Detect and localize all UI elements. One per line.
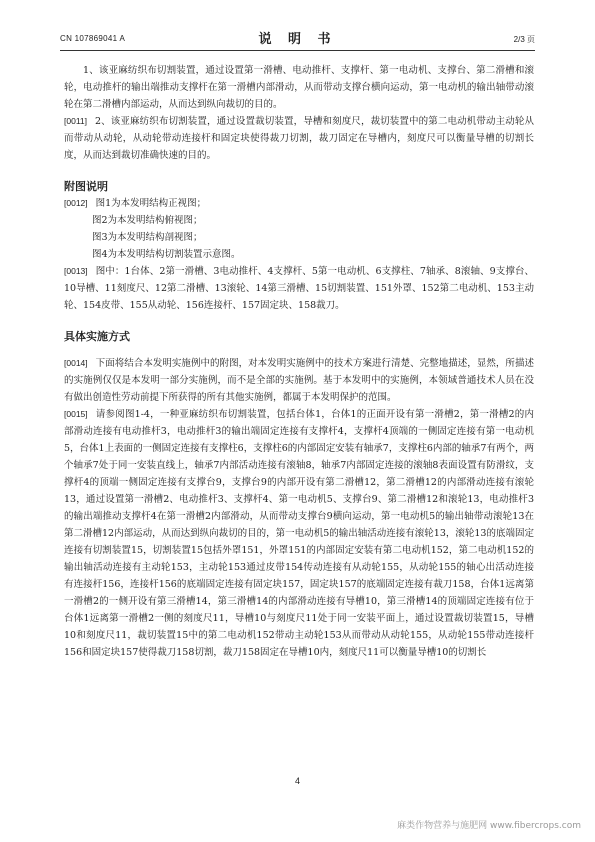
paragraph-advantage-1: 1、该亚麻纺织布切割装置，通过设置第一滑槽、电动推杆、支撑杆、第一电动机、支撑台、第二滑槽和滚轮，电动推杆的输出端推动支撑杆在第一滑槽内部滑动，从而带动支撑台横向运动，第一电动机的输出轴带动滚轮在第二滑槽内部运动，从而达到纵向裁切的目的。 (64, 65, 534, 110)
paragraph-tag: [0011] (64, 116, 88, 126)
paragraph-text: 请参阅图1-4，一种亚麻纺织布切割装置，包括台体1，台体1的正面开设有第一滑槽2，第一滑槽2的内部滑动连接有电动推杆3，电动推杆3的输出端固定连接有支撑杆4，支撑杆4顶端的一侧固定连接有第一电动机5，台体1上表面的一侧固定连接有支撑柱6，支撑柱6的内部固定安装有轴承7，支撑柱6内部的轴承7有两个，两个轴承7处于同一安装直线上，轴承7内部活动连接有滚轴8，轴承7内部固定连接的滚轴8表面设置有防滑纹，支撑杆4的顶端一侧固定连接有支撑台9，支撑台9的内部开设有第二滑槽12，第二滑槽12的内部滑动连接有滚轮13，通过设置第一滑槽2、电动推杆3、支撑杆4、第一电动机5、支撑台9、第二滑槽12和滚轮13，电动推杆3的输出端推动支撑杆4在第一滑槽2内部滑动，从而带动支撑台9横向运动，第一电动机5的输出轴带动滚轮13在第二滑槽12内部运动，从而达到纵向裁切的目的，第一电动机5的输出轴活动连接有滚轮13，滚轮13的底端固定连接有切割装置15，切割装置15包括外罩151，外罩151的内部固定安装有第二电动机152，第二电动机152的输出轴活动连接有主动轮153，主动轮153通过皮带154传动连接有从动轮155，从动轮155的轴心出活动连接有连接杆156，连接杆156的底端固定连接有固定块157，固定块157的底端固定连接有裁刀158，台体1远离第一滑槽2的一侧开设有第三滑槽14，第三滑槽14的内部滑动连接有导槽10，第三滑槽14的顶端固定连接有位于台体1远离第一滑槽2一侧的刻度尺11，导槽10与刻度尺11处于同一安装平面上，通过设置裁切装置15，导槽10和刻度尺11，裁切装置15中的第二电动机152带动主动轮153从而带动从动轮155，从动轮155带动连接杆156和固定块157使得裁刀158切割，裁刀158固定在导槽10内，刻度尺11可以衡量导槽10的切割长 (64, 409, 534, 658)
paragraph-tag: [0014] (64, 358, 88, 368)
paragraph-tag: [0015] (64, 409, 88, 419)
section-heading-figures: 附图说明 (64, 180, 108, 193)
patent-number: CN 107869041 A (60, 34, 126, 43)
document-body (64, 62, 534, 661)
watermark-text: 麻类作物营养与施肥网 www.fibercrops.com (397, 821, 581, 831)
section-heading-embodiment: 具体实施方式 (64, 330, 130, 343)
figure-caption-2: 图2为本发明结构俯视图； (92, 215, 203, 226)
page-header (60, 28, 535, 51)
document-title: 说 明 书 (258, 32, 337, 47)
paragraph-text: 下面将结合本发明实施例中的附图，对本发明实施例中的技术方案进行清楚、完整地描述，显然，所描述的实施例仅仅是本发明一部分实施例，而不是全部的实施例。基于本发明中的实施例，本领域普通技术人员在没有做出创造性劳动前提下所获得的所有其他实施例，都属于本发明保护的范围。 (64, 358, 534, 403)
paragraph-0012 (64, 195, 534, 212)
paragraph-0015 (64, 406, 534, 661)
paragraph-0011 (64, 113, 534, 164)
paragraph-text: 2、该亚麻纺织布切割装置，通过设置裁切装置，导槽和刻度尺，裁切装置中的第二电动机带动主动轮从而带动从动轮，从动轮带动连接杆和固定块使得裁刀切割，裁刀固定在导槽内，刻度尺可以衡量导槽的切割长度，从而达到裁切准确快速的目的。 (64, 116, 534, 161)
paragraph-0013 (64, 263, 534, 314)
figure-caption-3: 图3为本发明结构剖视图； (92, 232, 203, 243)
figure-caption-4: 图4为本发明结构切割装置示意图。 (92, 249, 241, 260)
paragraph-0014 (64, 355, 534, 406)
page-indicator: 2/3 页 (513, 35, 535, 44)
paragraph-text: 图中：1台体、2第一滑槽、3电动推杆、4支撑杆、5第一电动机、6支撑柱、7轴承、8滚轴、9支撑台、10导槽、11刻度尺、12第二滑槽、13滚轮、14第三滑槽、15切割装置、151外罩、152第二电动机、153主动轮、154皮带、155从动轮、156连接杆、157固定块、158裁刀。 (64, 266, 534, 311)
figure-caption-1: 图1为本发明结构正视图； (95, 198, 207, 209)
page-number: 4 (294, 776, 300, 786)
paragraph-tag: [0013] (64, 266, 88, 276)
paragraph-tag: [0012] (64, 198, 88, 208)
